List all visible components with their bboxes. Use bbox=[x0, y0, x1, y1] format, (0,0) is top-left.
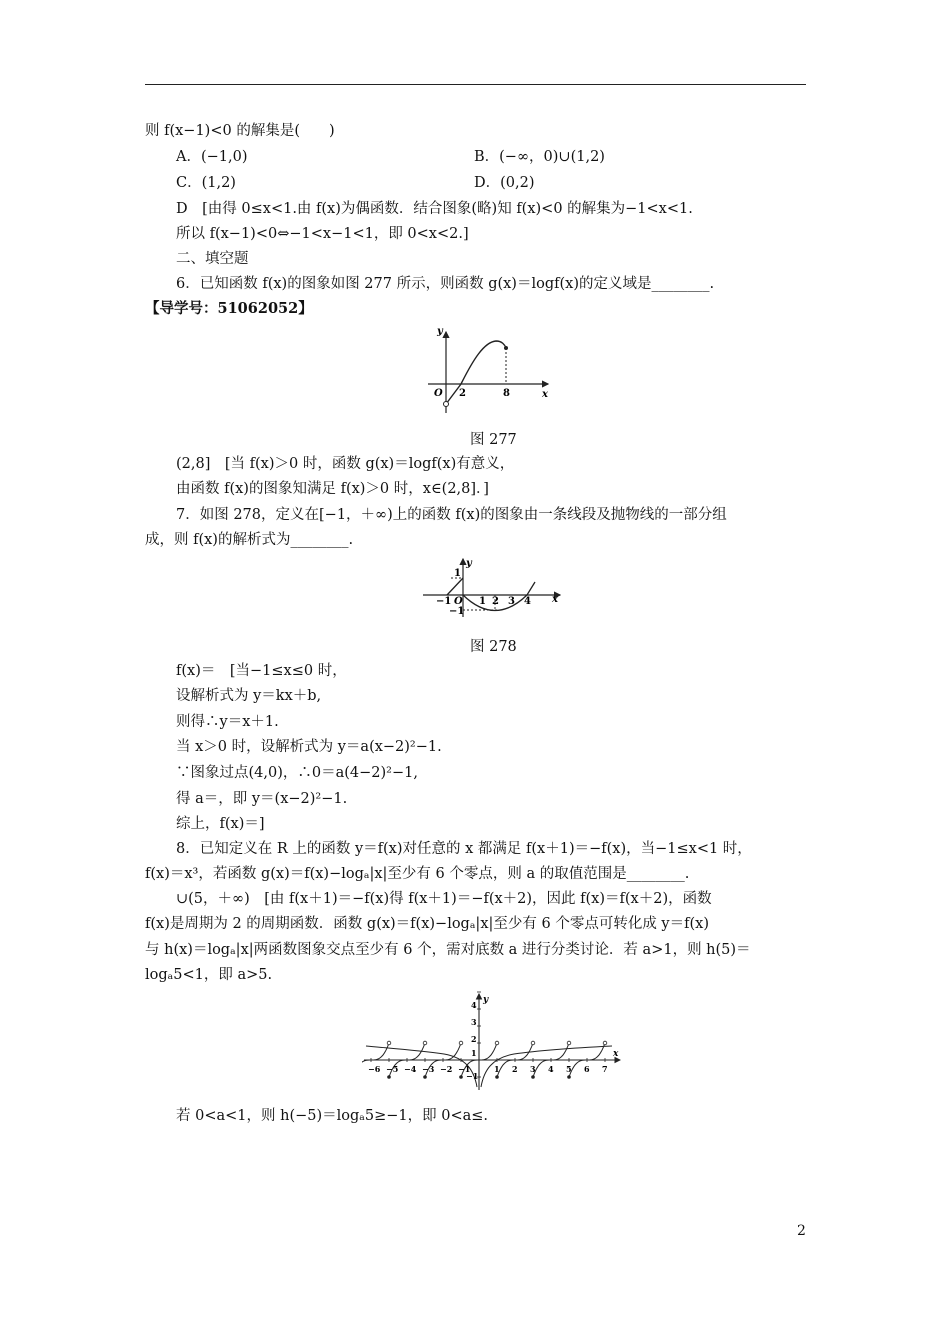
open-endpoint bbox=[567, 1041, 571, 1045]
option-d: D．(0,2) bbox=[474, 175, 535, 191]
text-line: 若 0<a<1，则 h(−5)＝logₐ5≥−1，即 0<a≤. bbox=[176, 1108, 489, 1124]
closed-endpoint bbox=[495, 1075, 499, 1079]
x-label: x bbox=[552, 594, 558, 605]
figure-periodic bbox=[362, 990, 624, 1092]
option-b: B．(−∞，0)∪(1,2) bbox=[474, 149, 605, 165]
open-endpoint bbox=[444, 402, 449, 407]
tick-8: 8 bbox=[503, 388, 510, 399]
closed-endpoint bbox=[459, 1075, 463, 1079]
x-tick-1: 1 bbox=[494, 1064, 500, 1074]
text-line: 所以 f(x−1)<0⇔−1<x−1<1，即 0<x<2.] bbox=[176, 226, 469, 242]
tick-2-x: 2 bbox=[492, 596, 499, 607]
open-endpoint bbox=[531, 1041, 535, 1045]
text-line: logₐ5<1，即 a>5. bbox=[145, 967, 273, 983]
origin-label: O bbox=[454, 596, 463, 607]
guide-number: 【导学号：51062052】 bbox=[145, 300, 313, 317]
line-segment bbox=[447, 578, 463, 595]
x-tick-neg6: −6 bbox=[368, 1064, 381, 1074]
text-line: 则 f(x−1)<0 的解集是( ) bbox=[145, 123, 335, 139]
solution-line: 设解析式为 y＝kx＋b, bbox=[176, 688, 322, 704]
text-line: f(x)＝x³，若函数 g(x)＝f(x)−logₐ|x|至少有 6 个零点，则 a 的取值范围是________. bbox=[145, 866, 690, 882]
y-label: y bbox=[466, 558, 472, 569]
open-endpoint bbox=[423, 1041, 427, 1045]
open-endpoint bbox=[387, 1041, 391, 1045]
solution-line: ∵图象过点(4,0)，∴0＝a(4−2)²−1, bbox=[176, 765, 418, 781]
header-rule bbox=[145, 84, 806, 85]
open-endpoint bbox=[459, 1041, 463, 1045]
figure-278-caption: 图 278 bbox=[470, 639, 517, 655]
tick-2: 2 bbox=[459, 388, 466, 399]
solution-line: f(x)＝ [当−1≤x≤0 时， bbox=[176, 663, 347, 679]
closed-endpoint bbox=[567, 1075, 571, 1079]
x-tick-neg3: −3 bbox=[422, 1064, 435, 1074]
open-endpoint bbox=[495, 1041, 499, 1045]
option-c: C．(1,2) bbox=[176, 175, 236, 191]
x-tick-neg1: −1 bbox=[458, 1064, 471, 1074]
y-tick-3: 3 bbox=[471, 1017, 477, 1027]
x-tick-2: 2 bbox=[512, 1064, 518, 1074]
figure-277-caption: 图 277 bbox=[470, 432, 517, 448]
tick-1-x: 1 bbox=[479, 596, 486, 607]
answer-line: ∪(5，＋∞) [由 f(x＋1)＝−f(x)得 f(x＋1)＝−f(x＋2)，因此 f(x)＝f(x＋2)，函数 bbox=[176, 891, 712, 907]
y-tick-2: 2 bbox=[471, 1034, 477, 1044]
open-endpoint bbox=[603, 1041, 607, 1045]
y-label: y bbox=[437, 326, 443, 337]
x-tick-neg2: −2 bbox=[440, 1064, 453, 1074]
x-tick-neg5: −5 bbox=[386, 1064, 399, 1074]
answer-line: D [由得 0≤x<1.由 f(x)为偶函数．结合图象(略)知 f(x)<0 的解集为−1<x<1. bbox=[176, 201, 693, 217]
solution-line: 则得∴y＝x＋1. bbox=[176, 714, 279, 730]
log-curve-right bbox=[481, 1046, 612, 1087]
tick-neg1-x: −1 bbox=[436, 596, 452, 607]
tick-1-y: 1 bbox=[454, 568, 461, 579]
solution-line: 得 a＝，即 y＝(x−2)²−1. bbox=[176, 791, 348, 807]
x-label: x bbox=[542, 389, 548, 400]
figure-278 bbox=[418, 555, 568, 625]
y-label: y bbox=[483, 995, 489, 1005]
x-tick-neg4: −4 bbox=[404, 1064, 417, 1074]
y-tick-4: 4 bbox=[471, 1000, 477, 1010]
page-number: 2 bbox=[797, 1223, 806, 1239]
x-tick-6: 6 bbox=[584, 1064, 590, 1074]
function-curve bbox=[446, 341, 506, 404]
closed-endpoint bbox=[531, 1075, 535, 1079]
y-tick-neg1: −1 bbox=[466, 1071, 479, 1081]
text-line: 由函数 f(x)的图象知满足 f(x)＞0 时，x∈(2,8]．] bbox=[176, 481, 489, 497]
tick-4-x: 4 bbox=[524, 596, 531, 607]
tick-neg1-y: −1 bbox=[449, 606, 465, 617]
x-tick-4: 4 bbox=[548, 1064, 554, 1074]
figure-277 bbox=[418, 318, 558, 418]
x-tick-3: 3 bbox=[530, 1064, 536, 1074]
text-line: 与 h(x)＝logₐ|x|两函数图象交点至少有 6 个，需对底数 a 进行分类讨论．若 a>1，则 h(5)＝ bbox=[145, 942, 751, 958]
x-tick-7: 7 bbox=[602, 1064, 608, 1074]
x-label: x bbox=[613, 1049, 619, 1059]
closed-endpoint bbox=[423, 1075, 427, 1079]
solution-line: 综上，f(x)＝] bbox=[176, 816, 265, 832]
question-7: 7．如图 278，定义在[−1，＋∞)上的函数 f(x)的图象由一条线段及抛物线的一部分组 bbox=[176, 507, 727, 523]
section-heading: 二、填空题 bbox=[176, 251, 249, 267]
y-tick-1: 1 bbox=[471, 1048, 477, 1058]
x-tick-5: 5 bbox=[566, 1064, 572, 1074]
question-8: 8．已知定义在 R 上的函数 y＝f(x)对任意的 x 都满足 f(x＋1)＝−f(x)，当−1≤x<1 时， bbox=[176, 841, 752, 857]
tick-3-x: 3 bbox=[508, 596, 515, 607]
solution-line: 当 x＞0 时，设解析式为 y＝a(x−2)²−1. bbox=[176, 739, 442, 755]
text-line: f(x)是周期为 2 的周期函数．函数 g(x)＝f(x)−logₐ|x|至少有 6 个零点可转化成 y＝f(x) bbox=[145, 916, 709, 932]
question-6: 6．已知函数 f(x)的图象如图 277 所示，则函数 g(x)＝logf(x)的定义域是________. bbox=[176, 276, 715, 292]
origin-label: O bbox=[434, 388, 443, 399]
text-line: 成，则 f(x)的解析式为________. bbox=[145, 532, 354, 548]
closed-endpoint bbox=[387, 1075, 391, 1079]
option-a: A．(−1,0) bbox=[176, 149, 248, 165]
answer-line: (2,8] [当 f(x)＞0 时，函数 g(x)＝logf(x)有意义， bbox=[176, 456, 515, 472]
